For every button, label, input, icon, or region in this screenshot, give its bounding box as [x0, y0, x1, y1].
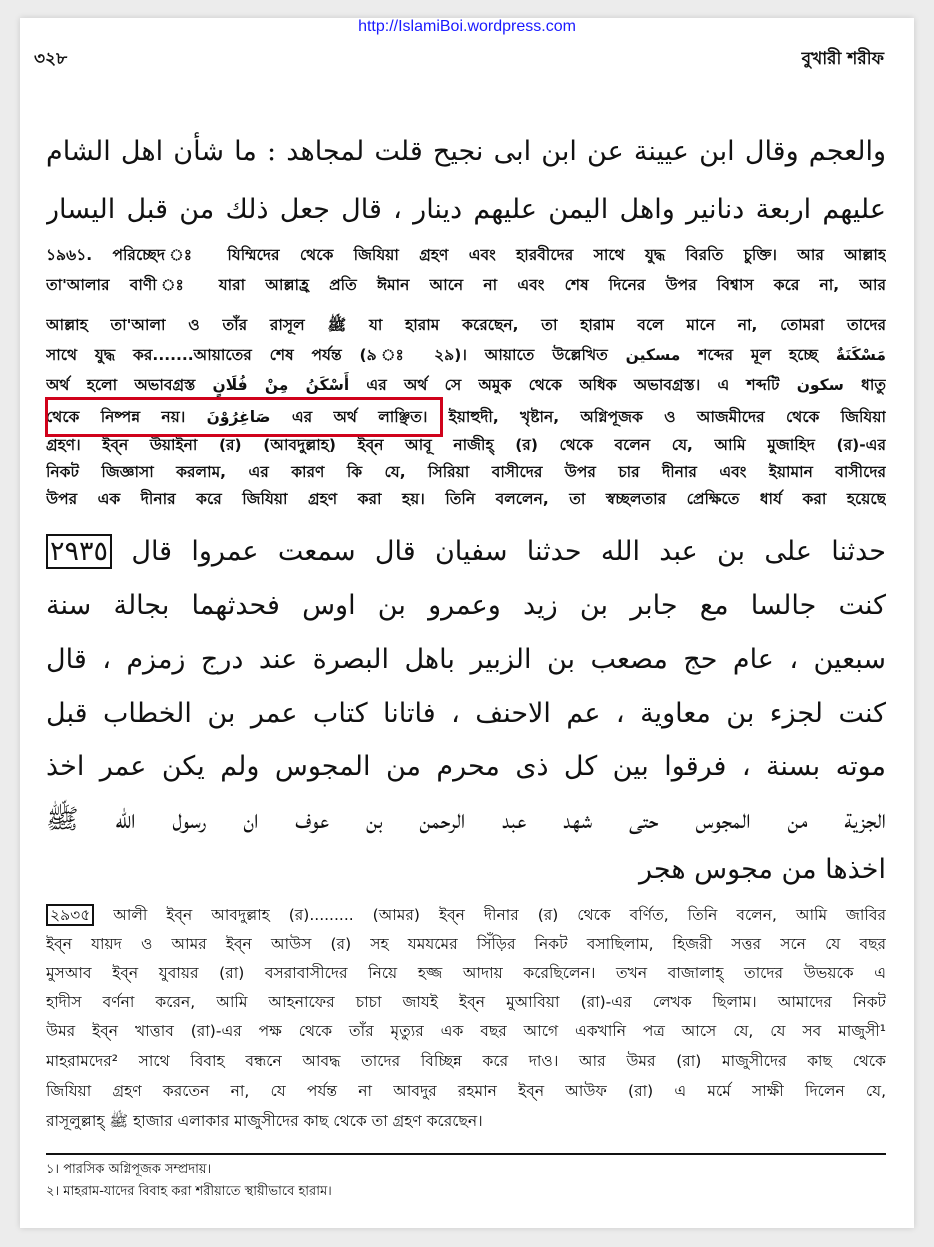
- chapter-line: তা'আলার বাণী ঃ যারা আল্লাহ্র প্রতি ঈমান আনে না এবং শেষ দিনের উপর বিশ্বাস করে না, আর: [46, 276, 886, 294]
- book-title: বুখারী শরীফ: [801, 49, 884, 69]
- footnote: ২। মাহরাম-যাদের বিবাহ করা শরীয়াতে স্থায়ীভাবে হারাম।: [46, 1184, 332, 1199]
- hadith-bengali-text: আলী ইব্ন আবদুল্লাহ (র)......... (আমর) ইব্ন দীনার (র) থেকে বর্ণিত, তিনি বলেন, আমি জাবির: [113, 906, 886, 924]
- hadith-number-arabic: ٢٩٣٥: [46, 534, 112, 569]
- hadith-arabic-line: سبعين ، عام حج مصعب بن الزبير باهل البصرة عند درج زمزم ، قال: [46, 644, 886, 675]
- chapter-line: অর্থ হলো অভাবগ্রস্ত أَسْكَنُ مِنْ فُلَانٍ এর অর্থ সে অমুক থেকে অধিক অভাবগ্রস্ত। এ শব্দটি سكون ধাতু: [46, 376, 886, 394]
- chapter-line: নিকট জিজ্ঞাসা করলাম, এর কারণ কি যে, সিরিয়া বাসীদের উপর চার দীনার এবং ইয়ামান বাসীদের: [46, 463, 886, 481]
- hadith-bengali-line: হাদীস বর্ণনা করেন, আমি আহনাফের চাচা জাযই ইব্ন মুআবিয়া (রা)-এর লেখক ছিলাম। আমাদের নিকট: [46, 993, 886, 1011]
- chapter-line: গ্রহণ। ইব্ন উয়াইনা (র) (আবদুল্লাহ) ইব্ন আবূ নাজীহ্ (র) থেকে বলেন যে, আমি মুজাহিদ (র)-এর: [46, 436, 886, 454]
- hadith-bengali-line: রাসূলুল্লাহ্ ﷺ হাজার এলাকার মাজুসীদের কাছ থেকে তা গ্রহণ করেছেন।: [46, 1112, 483, 1130]
- hadith-arabic-line: كنت جالسا مع جابر بن زيد وعمرو بن اوس فحدثهما بجالة سنة: [46, 590, 886, 621]
- arabic-intro-line: عليهم اربعة دنانير واهل اليمن عليهم دينار ، قال جعل ذلك من قبل اليسار: [46, 194, 886, 225]
- page-number: ৩২৮: [34, 49, 68, 69]
- hadith-arabic-line: [46, 528, 886, 576]
- chapter-line: থেকে নিষ্পন্ন নয়। صَاغِرُوْنَ এর অর্থ লাঞ্ছিত। ইয়াহুদী, খৃষ্টান, অগ্নিপূজক ও আজমীদের থেকে জিযিয়া: [46, 408, 886, 426]
- hadith-bengali-line: জিযিয়া গ্রহণ করতেন না, যে পর্যন্ত না আবদুর রহমান ইব্ন আউফ (রা) এ মর্মে সাক্ষী দিলেন যে,: [46, 1082, 886, 1100]
- hadith-arabic-line: الجزية من المجوس حتى شهد عبد الرحمن بن عوف ان رسول الله ﷺ: [46, 804, 886, 835]
- hadith-number-bengali: ২৯৩৫: [46, 904, 94, 926]
- highlight-box: [45, 397, 443, 437]
- hadith-arabic-text: حدثنا على بن عبد الله حدثنا سفيان قال سمعت عمروا قال: [131, 536, 886, 567]
- chapter-line: উপর এক দীনার করে জিযিয়া গ্রহণ করা হয়। তিনি বললেন, তা স্বচ্ছলতার প্রেক্ষিতে ধার্য করা হয়েছে: [46, 490, 886, 508]
- hadith-bengali-line: ইব্ন যায়দ ও আমর ইব্ন আউস (র) সহ যমযমের সিঁড়ির নিকট বসাছিলাম, হিজরী সত্তর সনে যে বছর: [46, 935, 886, 953]
- chapter-line: ১৯৬১. পরিচ্ছেদ ঃ যিম্মিদের থেকে জিযিয়া গ্রহণ এবং হারবীদের সাথে যুদ্ধ বিরতি চুক্তি। আর আল্লাহ: [46, 246, 886, 264]
- hadith-bengali-line: উমর ইব্ন খাত্তাব (রা)-এর পক্ষ থেকে তাঁর মৃত্যুর এক বছর আগে একখানি পত্র আসে যে, যে সব মাজুসী¹: [46, 1022, 886, 1040]
- footnote-divider: [46, 1153, 886, 1155]
- chapter-line: সাথে যুদ্ধ কর.......আয়াতের শেষ পর্যন্ত (৯ ঃ ২৯)। আয়াতে উল্লেখিত مسكين শব্দের মূল হচ্ছে مَسْكَنَةٌ: [46, 346, 886, 364]
- hadith-arabic-line: موته بسنة ، فرقوا بين كل ذى محرم من المجوس ولم يكن عمر اخذ: [46, 751, 886, 782]
- source-url[interactable]: http://IslamiBoi.wordpress.com: [358, 18, 576, 35]
- hadith-arabic-line: اخذها من مجوس هجر: [639, 854, 886, 885]
- chapter-line: আল্লাহ তা'আলা ও তাঁর রাসূল ﷺ যা হারাম করেছেন, তা হারাম বলে মানে না, তোমরা তাদের: [46, 316, 886, 334]
- hadith-bengali-line: [46, 902, 886, 928]
- footnote: ১। পারসিক অগ্নিপূজক সম্প্রদায়।: [46, 1162, 212, 1177]
- hadith-arabic-line: كنت لجزء بن معاوية ، عم الاحنف ، فاتانا كتاب عمر بن الخطاب قبل: [46, 698, 886, 729]
- hadith-bengali-line: মুসআব ইব্ন যুবায়র (রা) বসরাবাসীদের নিয়ে হজ্জ আদায় করেছিলেন। তখন বাজালাহ্ তাদের উভয়কে এ: [46, 964, 886, 982]
- hadith-bengali-line: মাহরামদের² সাথে বিবাহ বন্ধনে আবদ্ধ তাদের বিচ্ছিন্ন করে দাও। আর উমর (রা) মাজুসীদের কাছ থেকে: [46, 1052, 886, 1070]
- arabic-intro-line: والعجم وقال ابن عيينة عن ابن ابى نجيح قلت لمجاهد : ما شأن اهل الشام: [46, 136, 886, 167]
